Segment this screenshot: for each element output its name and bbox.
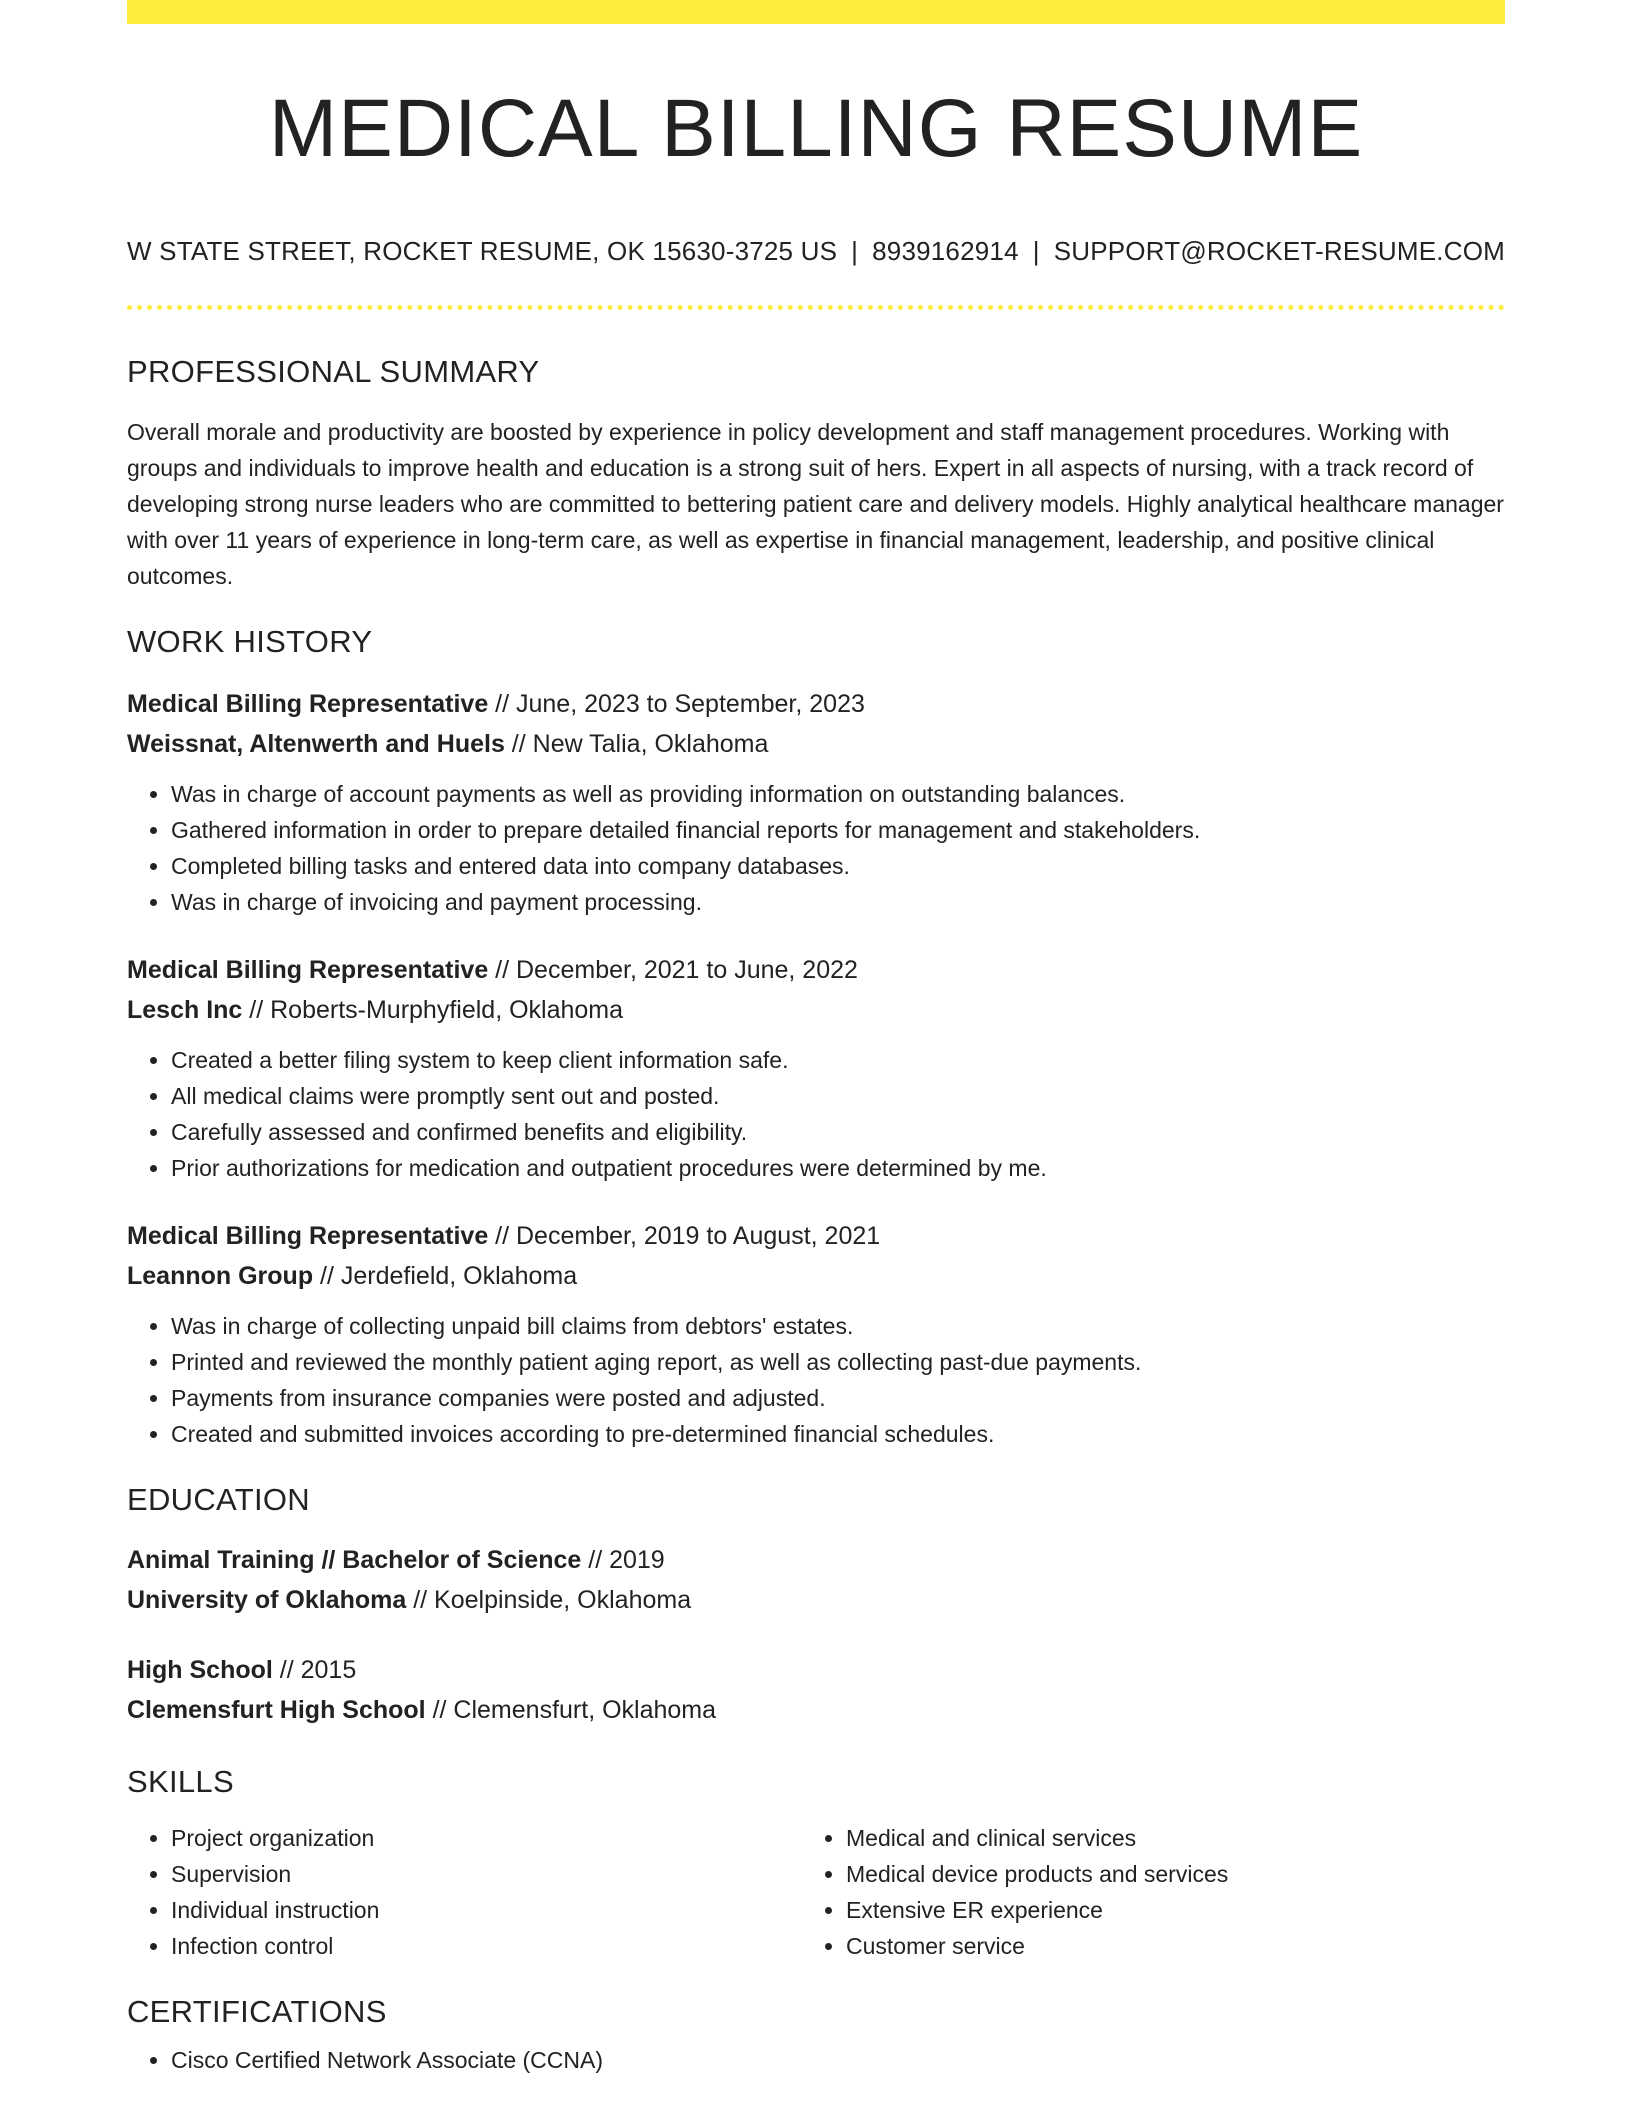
education-entry [127, 1650, 1505, 1730]
job-bullet: • Printed and reviewed the monthly patient aging report, as well as collecting past-due payments. [171, 1344, 1505, 1380]
education-school-line [127, 1580, 1505, 1620]
skill-item: • Infection control [171, 1928, 802, 1964]
job-entry [127, 684, 1505, 920]
job-title-line [127, 684, 1505, 724]
certifications-list [127, 2042, 1505, 2078]
certification-item: • Cisco Certified Network Associate (CCNA) [171, 2042, 1505, 2078]
job-title: Medical Billing Representative [127, 690, 489, 719]
job-bullet: • All medical claims were promptly sent out and posted. [171, 1078, 1505, 1114]
skill-item: • Project organization [171, 1820, 802, 1856]
contact-email: SUPPORT@ROCKET-RESUME.COM [1053, 236, 1505, 267]
job-bullet: • Was in charge of collecting unpaid bill claims from debtors' estates. [171, 1308, 1505, 1344]
job-title: Medical Billing Representative [127, 1222, 489, 1251]
header-divider [127, 305, 1505, 310]
section-heading-summary: PROFESSIONAL SUMMARY [127, 354, 540, 390]
job-bullet: • Gathered information in order to prepare detailed financial reports for management and stakeholders. [171, 812, 1505, 848]
education-degree: Animal Training // Bachelor of Science [127, 1546, 582, 1575]
section-heading-skills: SKILLS [127, 1764, 234, 1800]
skill-item: • Supervision [171, 1856, 802, 1892]
summary-text: Overall morale and productivity are boosted by experience in policy development and staff management procedures. Working with groups and individuals to improve health and education is a strong suit of hers. Expert in all aspects of nursing, with a track record of developing strong nurse leaders who are committed to bettering patient care and delivery models. Highly analytical healthcare manager with over 11 years of experience in long-term care, as well as expertise in financial management, leadership, and positive clinical outcomes. [127, 419, 1504, 590]
education-degree-line [127, 1540, 1505, 1580]
top-accent-bar [127, 0, 1505, 24]
job-bullets [127, 1308, 1505, 1452]
education-entry [127, 1540, 1505, 1620]
job-bullets [127, 776, 1505, 920]
job-title: Medical Billing Representative [127, 956, 489, 985]
job-dates: // June, 2023 to September, 2023 [488, 690, 865, 719]
job-dates: // December, 2019 to August, 2021 [488, 1222, 881, 1251]
contact-line [127, 236, 1505, 267]
job-company: Leannon Group [127, 1262, 314, 1291]
skill-item: • Customer service [846, 1928, 1477, 1964]
skills-list-left [127, 1820, 802, 1964]
job-company-line [127, 1256, 1505, 1296]
section-heading-work-history: WORK HISTORY [127, 624, 373, 660]
job-location: // Roberts-Murphyfield, Oklahoma [242, 996, 624, 1025]
job-company-line [127, 990, 1505, 1030]
job-bullet: • Prior authorizations for medication and outpatient procedures were determined by me. [171, 1150, 1505, 1186]
section-heading-education: EDUCATION [127, 1482, 310, 1518]
section-heading-certifications: CERTIFICATIONS [127, 1994, 387, 2030]
job-company: Lesch Inc [127, 996, 243, 1025]
skill-item: • Individual instruction [171, 1892, 802, 1928]
skill-item: • Extensive ER experience [846, 1892, 1477, 1928]
job-entry [127, 1216, 1505, 1452]
skill-item: • Medical device products and services [846, 1856, 1477, 1892]
contact-address: W STATE STREET, ROCKET RESUME, OK 15630-3725 US [127, 236, 838, 267]
job-bullet: • Carefully assessed and confirmed benefits and eligibility. [171, 1114, 1505, 1150]
education-degree: High School [127, 1656, 273, 1685]
job-bullet: • Created a better filing system to keep client information safe. [171, 1042, 1505, 1078]
contact-separator: | [1032, 236, 1040, 267]
job-dates: // December, 2021 to June, 2022 [488, 956, 858, 985]
education-degree-line [127, 1650, 1505, 1690]
job-bullet: • Created and submitted invoices according to pre-determined financial schedules. [171, 1416, 1505, 1452]
job-title-line [127, 950, 1505, 990]
education-school: Clemensfurt High School [127, 1696, 426, 1725]
job-bullet: • Was in charge of invoicing and payment processing. [171, 884, 1505, 920]
job-location: // Jerdefield, Oklahoma [313, 1262, 578, 1291]
job-bullet: • Completed billing tasks and entered data into company databases. [171, 848, 1505, 884]
education-school: University of Oklahoma [127, 1586, 407, 1615]
education-year: // 2015 [272, 1656, 357, 1685]
skills-list-right [802, 1820, 1477, 1964]
education-location: // Clemensfurt, Oklahoma [425, 1696, 717, 1725]
job-location: // New Talia, Oklahoma [504, 730, 769, 759]
education-school-line [127, 1690, 1505, 1730]
resume-title: MEDICAL BILLING RESUME [268, 83, 1364, 174]
job-title-line [127, 1216, 1505, 1256]
job-company-line [127, 724, 1505, 764]
job-bullet: • Payments from insurance companies were posted and adjusted. [171, 1380, 1505, 1416]
job-company: Weissnat, Altenwerth and Huels [127, 730, 505, 759]
contact-phone: 8939162914 [872, 236, 1019, 267]
education-location: // Koelpinside, Oklahoma [406, 1586, 692, 1615]
job-bullets [127, 1042, 1505, 1186]
resume-page [127, 0, 1505, 2078]
skill-item: • Medical and clinical services [846, 1820, 1477, 1856]
skills-columns [127, 1820, 1505, 1964]
job-entry [127, 950, 1505, 1186]
job-bullet: • Was in charge of account payments as well as providing information on outstanding balances. [171, 776, 1505, 812]
education-year: // 2019 [581, 1546, 665, 1575]
contact-separator: | [851, 236, 859, 267]
